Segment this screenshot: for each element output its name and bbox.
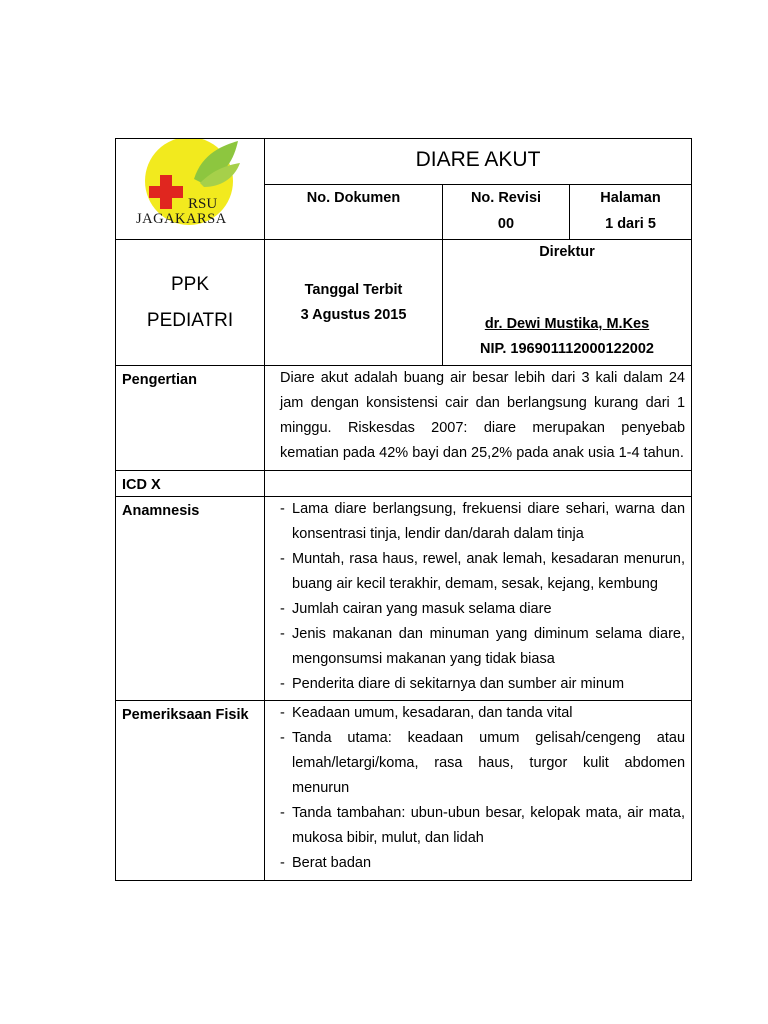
no-dokumen-cell bbox=[265, 185, 443, 240]
icd-label: ICD X bbox=[116, 471, 265, 497]
ppk-line1: PPK bbox=[170, 273, 210, 295]
pemeriksaan-fisik-content bbox=[265, 701, 692, 881]
tanggal-terbit-value: 3 Agustus 2015 bbox=[300, 306, 407, 323]
no-dokumen-value bbox=[265, 211, 442, 237]
list-item: - Tanda utama: keadaan umum gelisah/cengeng atau lemah/letargi/koma, rasa haus, turgor kulit abdomen menurun bbox=[280, 730, 686, 796]
pemeriksaan-fisik-label: Pemeriksaan Fisik bbox=[116, 701, 265, 881]
no-revisi-label: No. Revisi bbox=[470, 190, 542, 207]
list-item: - Penderita diare di sekitarnya dan sumber air minum bbox=[280, 676, 625, 692]
list-item: - Jumlah cairan yang masuk selama diare bbox=[280, 601, 552, 617]
halaman-cell bbox=[570, 185, 692, 240]
direktur-name: dr. Dewi Mustika, M.Kes bbox=[484, 316, 650, 332]
no-dokumen-label: No. Dokumen bbox=[306, 190, 401, 207]
halaman-value: 1 dari 5 bbox=[605, 216, 656, 233]
list-item: - Lama diare berlangsung, frekuensi diare sehari, warna dan konsentrasi tinja, lendir dan/darah dalam tinja bbox=[280, 501, 686, 542]
document-title: DIARE AKUT bbox=[265, 139, 692, 185]
anamnesis-label: Anamnesis bbox=[116, 497, 265, 701]
no-revisi-cell bbox=[443, 185, 570, 240]
list-item: - Muntah, rasa haus, rewel, anak lemah, kesadaran menurun, buang air kecil terakhir, demam, sesak, kejang, kembung bbox=[280, 551, 686, 592]
pengertian-label: Pengertian bbox=[116, 366, 265, 471]
document bbox=[115, 138, 691, 881]
pengertian-text: Diare akut adalah buang air besar lebih dari 3 kali dalam 24 jam dengan konsistensi cair dan berlangsung kurang dari 1 minggu. Riskesdas 2007: diare merupakan penyebab kematian pada 42% bayi dan 25,2% pada anak usia 1-4 tahun. bbox=[265, 366, 692, 471]
logo-cell bbox=[116, 139, 265, 240]
pemeriksaan-fisik-list bbox=[280, 701, 685, 876]
halaman-label: Halaman bbox=[600, 190, 661, 207]
logo-rsu-text: RSU bbox=[188, 196, 218, 212]
ppk-line2: PEDIATRI bbox=[146, 309, 234, 331]
no-revisi-value: 00 bbox=[497, 216, 515, 233]
ppk-cell bbox=[116, 240, 265, 366]
tanggal-terbit-cell bbox=[265, 240, 443, 366]
direktur-label: Direktur bbox=[539, 244, 595, 260]
list-item: - Tanda tambahan: ubun-ubun besar, kelopak mata, air mata, mukosa bibir, mulut, dan lidah bbox=[280, 805, 686, 846]
tanggal-terbit-label: Tanggal Terbit bbox=[304, 281, 403, 298]
logo-jagakarsa-text: JAGAKARSA bbox=[136, 211, 227, 227]
anamnesis-content bbox=[265, 497, 692, 701]
anamnesis-list bbox=[280, 497, 685, 697]
list-item: - Jenis makanan dan minuman yang diminum selama diare, mengonsumsi makanan yang tidak biasa bbox=[280, 626, 686, 667]
direktur-cell bbox=[443, 240, 692, 366]
list-item: - Berat badan bbox=[280, 855, 372, 871]
icd-value bbox=[265, 471, 692, 497]
direktur-nip: NIP. 196901112000122002 bbox=[480, 341, 654, 357]
rsu-jagakarsa-logo bbox=[116, 139, 265, 235]
list-item: - Keadaan umum, kesadaran, dan tanda vital bbox=[280, 705, 573, 721]
ppk-table bbox=[115, 138, 692, 881]
